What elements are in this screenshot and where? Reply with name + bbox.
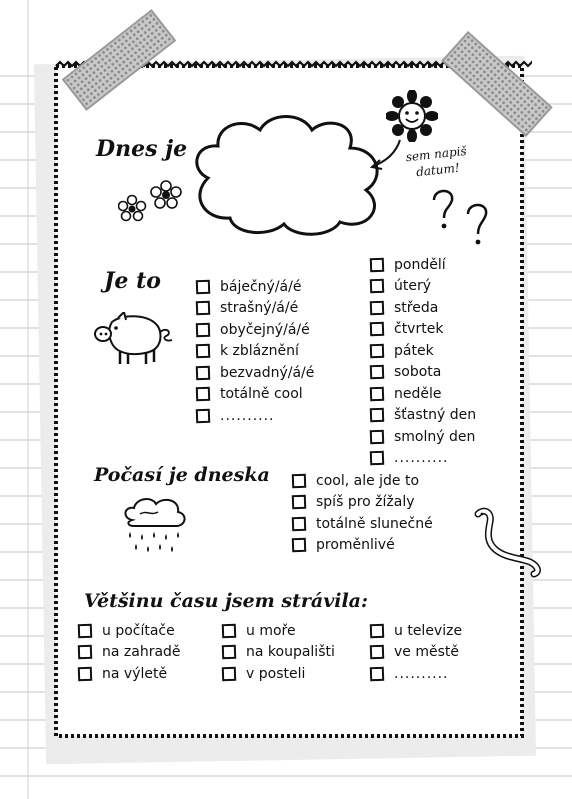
day-option[interactable] xyxy=(370,254,476,276)
day-option[interactable] xyxy=(370,426,476,448)
adjective-option[interactable] xyxy=(196,298,314,320)
checkbox[interactable] xyxy=(370,365,384,379)
checkbox[interactable] xyxy=(196,301,210,315)
option-label: pondělí xyxy=(394,256,446,273)
option-label: cool, ale jde to xyxy=(316,472,420,489)
flowers-icon xyxy=(118,178,188,224)
adjectives-list xyxy=(196,276,314,427)
time-spent-heading: Většinu času jsem strávila: xyxy=(84,590,368,612)
time-option[interactable] xyxy=(78,663,181,685)
checkbox[interactable] xyxy=(196,344,210,358)
checkbox[interactable] xyxy=(222,667,236,681)
checkbox[interactable] xyxy=(370,667,384,681)
time-option[interactable] xyxy=(78,620,181,642)
option-label: spíš pro žížaly xyxy=(316,494,415,511)
weather-option[interactable] xyxy=(292,470,433,492)
day-option[interactable] xyxy=(370,297,476,319)
pig-icon xyxy=(92,312,176,366)
checkbox[interactable] xyxy=(370,301,384,315)
time-option[interactable] xyxy=(222,620,335,642)
time-spent-col2 xyxy=(222,620,335,685)
adjective-option[interactable] xyxy=(196,384,314,406)
time-option[interactable] xyxy=(78,642,181,664)
day-option[interactable] xyxy=(370,383,476,405)
checkbox[interactable] xyxy=(370,344,384,358)
checkbox[interactable] xyxy=(370,624,384,638)
adjective-option[interactable] xyxy=(196,362,314,384)
checkbox[interactable] xyxy=(292,495,306,509)
option-label: obyčejný/á/é xyxy=(220,321,310,338)
day-option[interactable] xyxy=(370,340,476,362)
date-hint: sem napiš datum! xyxy=(405,143,468,180)
checkbox[interactable] xyxy=(370,430,384,444)
option-label: u počítače xyxy=(102,622,175,639)
checkbox[interactable] xyxy=(370,258,384,272)
adjectives-heading: Je to xyxy=(104,268,161,294)
option-label: proměnlivé xyxy=(316,537,395,554)
checkbox[interactable] xyxy=(196,387,210,401)
checkbox[interactable] xyxy=(222,624,236,638)
blank-fill-line: .......... xyxy=(394,665,449,682)
checkbox[interactable] xyxy=(370,645,384,659)
option-label: pátek xyxy=(394,342,434,359)
checkbox[interactable] xyxy=(196,366,210,380)
weather-option[interactable] xyxy=(292,513,433,535)
adjective-option[interactable] xyxy=(196,341,314,363)
adjective-option-blank[interactable] xyxy=(196,405,314,427)
time-spent-col3 xyxy=(370,620,462,685)
time-spent-col1 xyxy=(78,620,181,685)
time-option-blank[interactable] xyxy=(370,663,462,685)
option-label: báječný/á/é xyxy=(220,278,302,295)
option-label: na koupališti xyxy=(246,644,335,661)
option-label: sobota xyxy=(394,364,442,381)
time-option[interactable] xyxy=(222,642,335,664)
date-heading: Dnes je xyxy=(96,136,188,162)
day-option[interactable] xyxy=(370,276,476,298)
option-label: smolný den xyxy=(394,428,476,445)
question-marks-icon xyxy=(428,186,494,256)
checkbox[interactable] xyxy=(292,538,306,552)
option-label: středa xyxy=(394,299,439,316)
adjective-option[interactable] xyxy=(196,319,314,341)
checkbox[interactable] xyxy=(196,323,210,337)
checkbox[interactable] xyxy=(370,408,384,422)
option-label: totálně slunečné xyxy=(316,515,433,532)
option-label: u televize xyxy=(394,622,463,639)
option-label: na zahradě xyxy=(102,644,181,661)
date-cloud[interactable] xyxy=(190,108,390,238)
day-option-blank[interactable] xyxy=(370,448,476,470)
checkbox[interactable] xyxy=(222,645,236,659)
option-label: k zbláznění xyxy=(220,343,299,360)
checkbox[interactable] xyxy=(78,667,92,681)
checkbox[interactable] xyxy=(196,280,210,294)
checkbox[interactable] xyxy=(78,624,92,638)
checkbox[interactable] xyxy=(292,517,306,531)
day-option[interactable] xyxy=(370,405,476,427)
option-label: úterý xyxy=(394,278,432,295)
checkbox[interactable] xyxy=(196,409,210,423)
option-label: na výletě xyxy=(102,665,168,682)
checkbox[interactable] xyxy=(370,451,384,465)
checkbox[interactable] xyxy=(292,474,306,488)
weather-heading: Počasí je dneska xyxy=(94,464,270,486)
checkbox[interactable] xyxy=(370,279,384,293)
rain-cloud-icon xyxy=(120,496,190,560)
option-label: čtvrtek xyxy=(394,321,444,338)
weather-list xyxy=(292,470,433,556)
option-label: u moře xyxy=(246,622,296,639)
blank-fill-line: .......... xyxy=(220,407,275,424)
weather-option[interactable] xyxy=(292,492,433,514)
days-list xyxy=(370,254,476,469)
day-option[interactable] xyxy=(370,319,476,341)
checkbox[interactable] xyxy=(78,645,92,659)
time-option[interactable] xyxy=(370,642,462,664)
adjective-option[interactable] xyxy=(196,276,314,298)
option-label: neděle xyxy=(394,385,442,402)
option-label: v posteli xyxy=(246,665,306,682)
option-label: strašný/á/é xyxy=(220,300,299,317)
day-option[interactable] xyxy=(370,362,476,384)
blank-fill-line: .......... xyxy=(394,450,449,467)
checkbox[interactable] xyxy=(370,387,384,401)
time-option[interactable] xyxy=(370,620,462,642)
sunflower-icon xyxy=(386,90,438,142)
weather-option[interactable] xyxy=(292,535,433,557)
worm-icon xyxy=(470,506,550,578)
time-option[interactable] xyxy=(222,663,335,685)
option-label: šťastný den xyxy=(394,407,477,424)
checkbox[interactable] xyxy=(370,322,384,336)
option-label: totálně cool xyxy=(220,386,303,403)
option-label: bezvadný/á/é xyxy=(220,364,315,381)
option-label: ve městě xyxy=(394,644,459,661)
